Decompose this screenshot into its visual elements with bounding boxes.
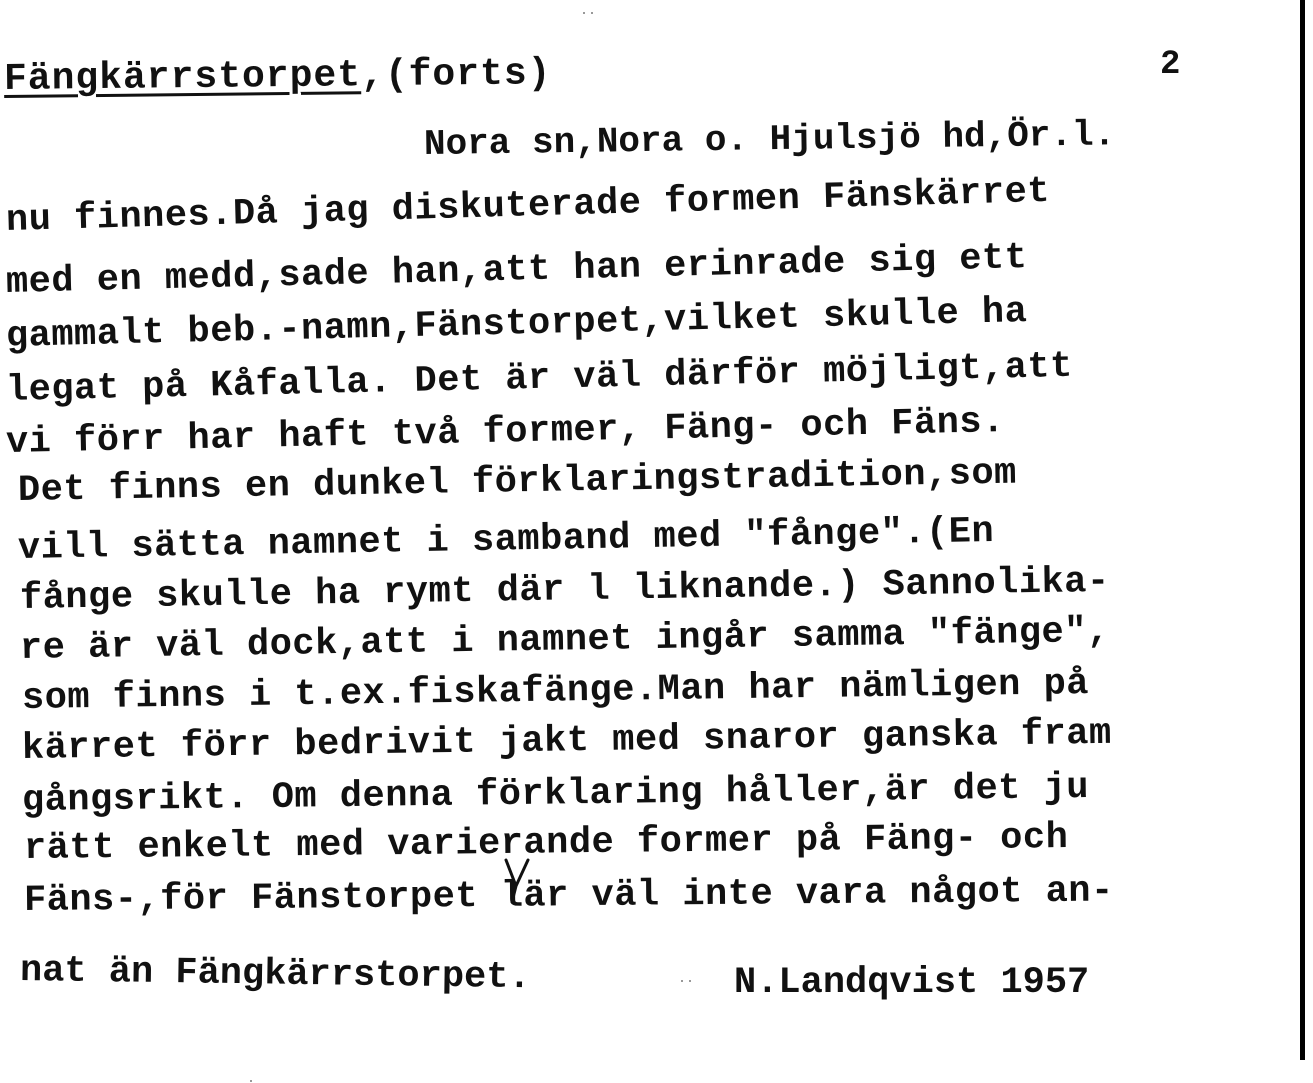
text-line: Det finns en dunkel förklaringstradition,som xyxy=(17,452,1018,512)
text-line: kärret förr bedrivit jakt med snaror ganska fram xyxy=(21,712,1112,770)
text-line: legat på Kåfalla. Det är väl därför möjligt,att xyxy=(5,345,1074,412)
author-signature: N.Landqvist 1957 xyxy=(734,962,1090,1004)
text-line: gångsrikt. Om denna förklaring håller,är det ju xyxy=(21,766,1090,822)
handwritten-correction-mark xyxy=(498,856,538,906)
scan-speck xyxy=(591,12,593,14)
card-edge-line xyxy=(1300,0,1305,1060)
scan-speck xyxy=(681,980,683,982)
parish-location: Nora sn,Nora o. Hjulsjö hd,Ör.l. xyxy=(423,114,1116,165)
scan-speck xyxy=(583,12,585,14)
text-line: Fäns-,för Fänstorpet lär väl inte vara något an- xyxy=(23,870,1114,922)
text-line: med en medd,sade han,att han erinrade sig ett xyxy=(5,237,1028,304)
text-line: gammalt beb.-namn,Fänstorpet,vilket skulle ha xyxy=(5,291,1028,358)
text-line: fånge skulle ha rymt där l liknande.) Sannolika- xyxy=(19,560,1110,620)
text-line: re är väl dock,att i namnet ingår samma "fänge", xyxy=(19,610,1110,670)
text-line: vi förr har haft två former, Fäng- och Fäns. xyxy=(5,401,1006,464)
scan-speck xyxy=(250,1080,252,1082)
card-header xyxy=(4,52,552,101)
page-number: 2 xyxy=(1160,46,1181,84)
text-line: vill sätta namnet i samband med "fånge".(En xyxy=(17,510,995,570)
place-name-title: Fängkärrstorpet xyxy=(3,54,362,101)
text-line: nu finnes.Då jag diskuterade formen Fänskärret xyxy=(5,170,1051,242)
closing-line: nat än Fängkärrstorpet. xyxy=(19,950,531,1000)
scan-speck xyxy=(689,980,691,982)
title-suffix: ,(forts) xyxy=(360,52,552,98)
text-line: rätt enkelt med varierande former på Fäng- och xyxy=(23,817,1069,870)
text-line: som finns i t.ex.fiskafänge.Man har nämligen på xyxy=(21,663,1090,720)
